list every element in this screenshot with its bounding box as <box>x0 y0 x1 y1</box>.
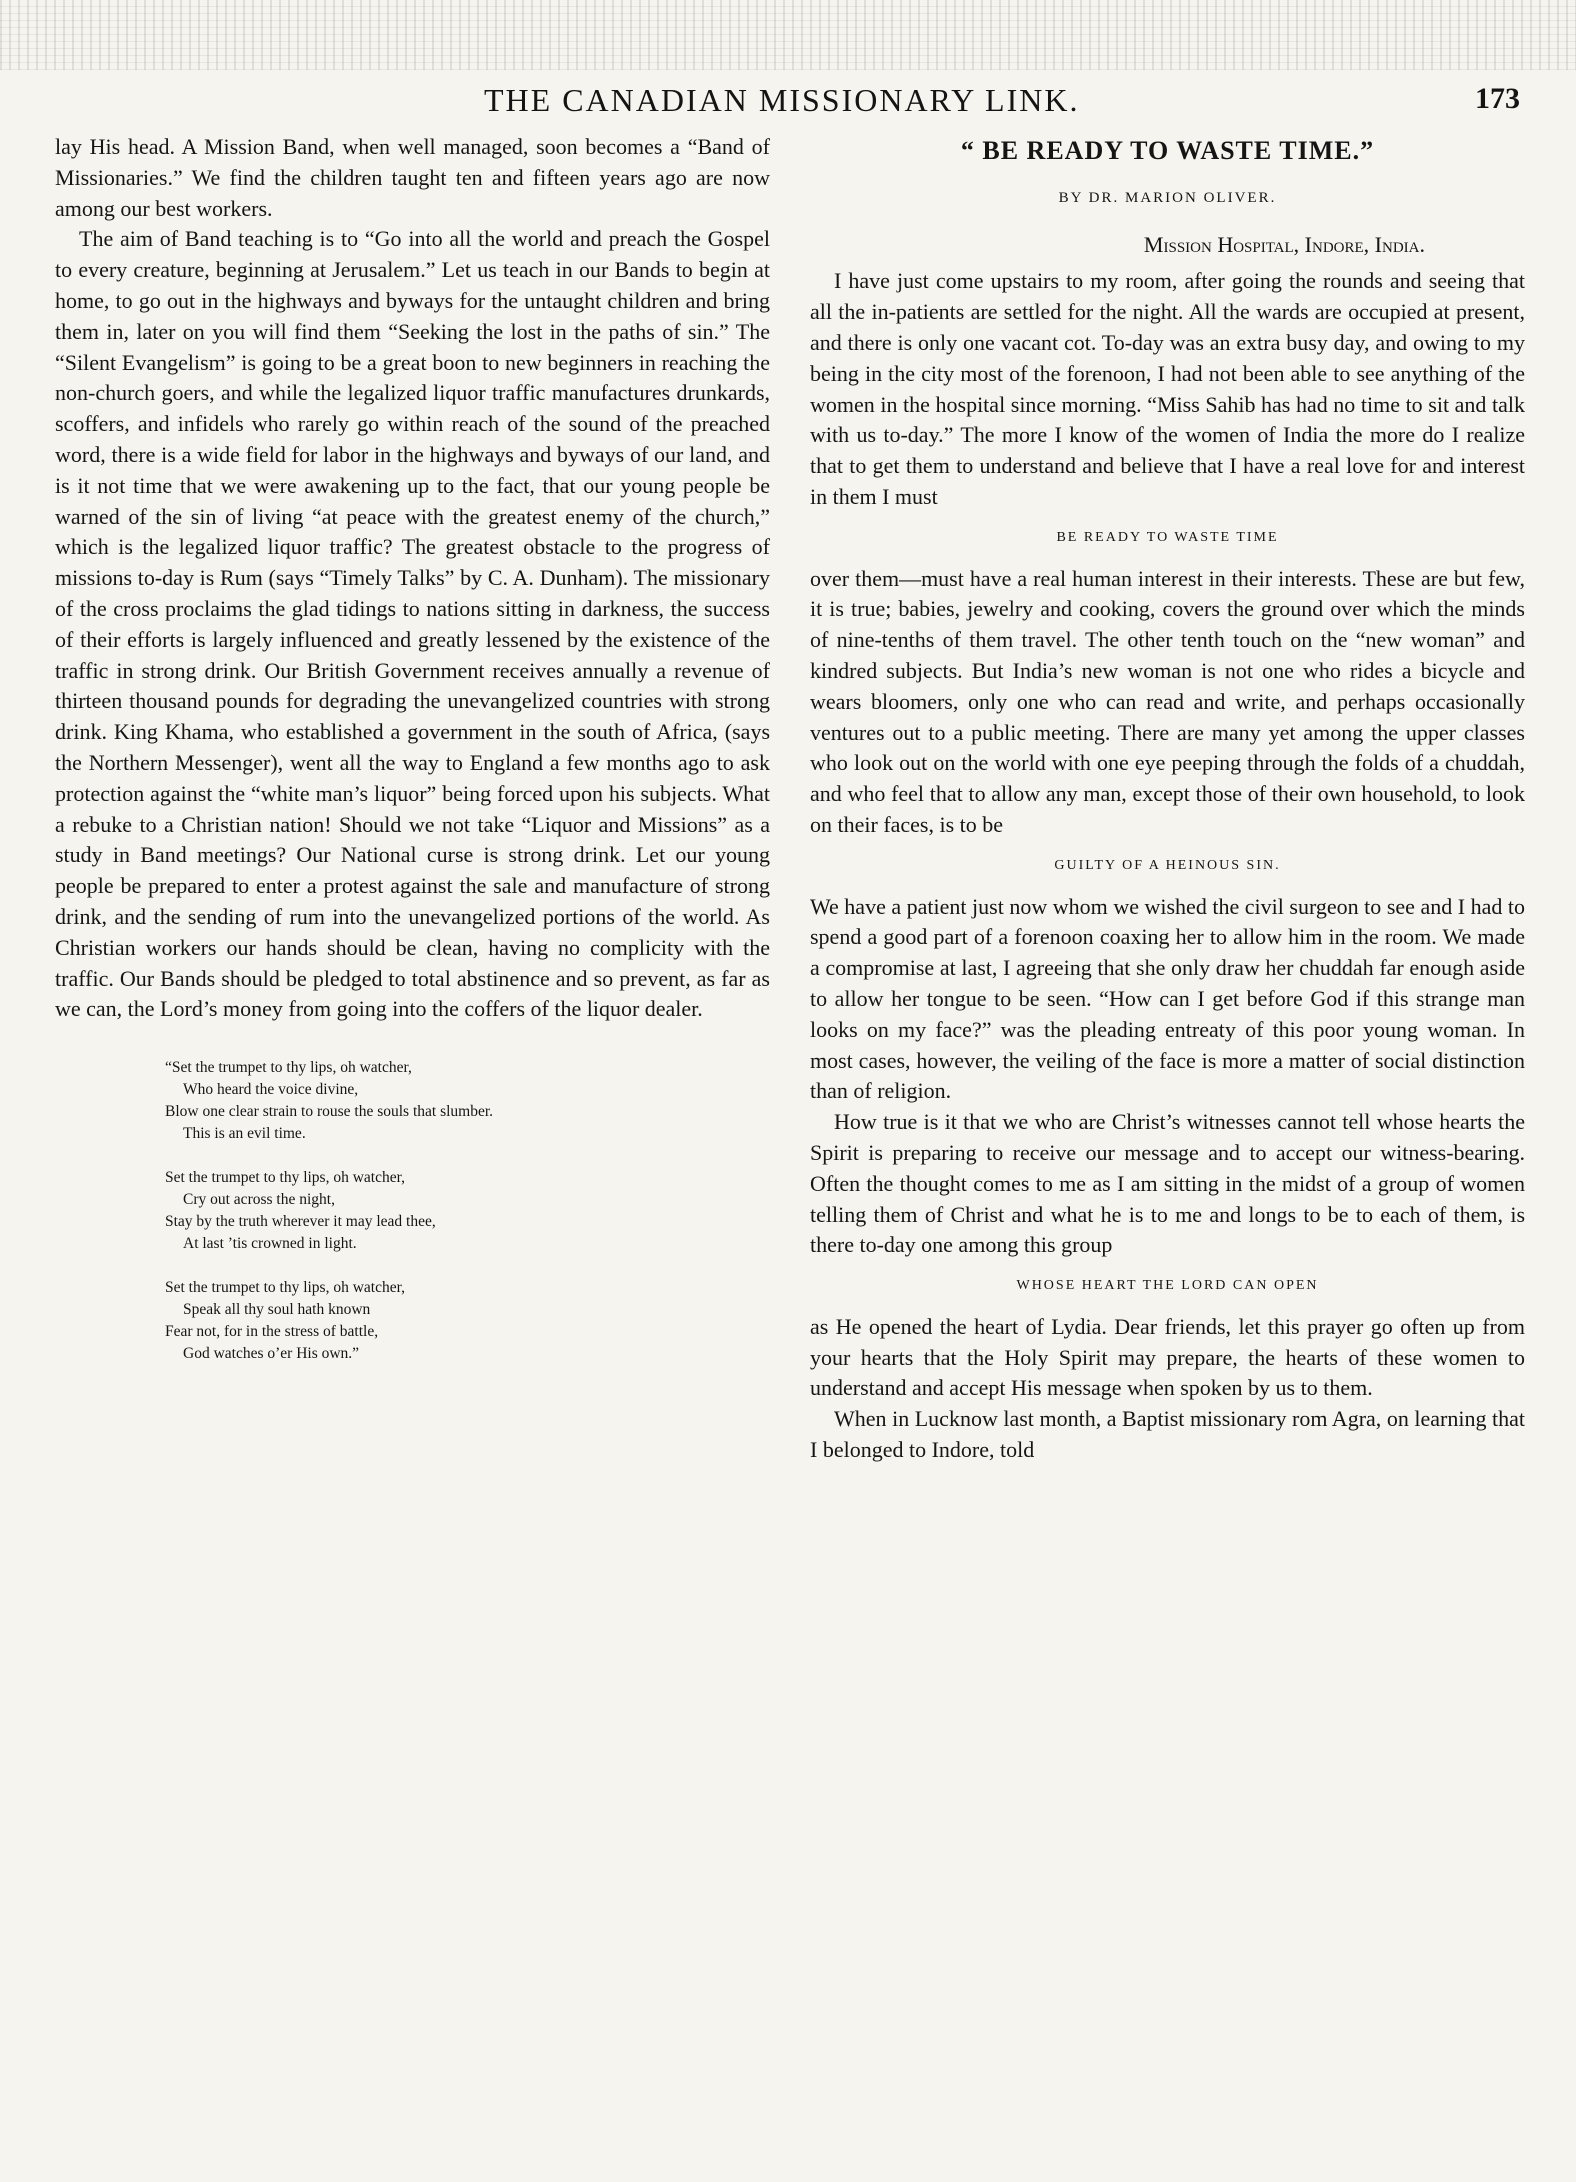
paragraph: The aim of Band teaching is to “Go into all the world and preach the Gospel to every creature, beginning at Jerusalem.” Let us teach in our Bands to begin at home, to go out in the highways and byways for the untaught children and bring them in, later on you will find them “Seeking the lost in the paths of sin.” The “Silent Evangelism” is going to be a great boon to new beginners in reaching the non-church goers, and while the legalized liquor traffic manufactures drunkards, scoffers, and infidels who rarely go within reach of the sound of the preached word, there is a wide field for labor in the highways and byways of our land, and is it not time that we were awakening up to the fact, that our young people be warned of the sin of living “at peace with the greatest enemy of the church,” which is the legalized liquor traffic? The greatest obstacle to the progress of missions to-day is Rum (says “Timely Talks” by C. A. Dunham). The missionary of the cross proclaims the glad tidings to nations sitting in darkness, the success of their efforts is largely influenced and greatly lessened by the existence of the traffic in strong drink. Our British Government receives annually a revenue of thirteen thousand pounds for degrading the unevangelized countries with strong drink. King Khama, who established a government in the south of Africa, (says the Northern Messenger), went all the way to England a few months ago to ask protection against the “white man’s liquor” being forced upon his subjects. What a rebuke to a Christian nation! Should we not take “Liquor and Missions” as a study in Band meetings? Our National curse is strong drink. Let our young people be prepared to enter a protest against the sale and manufacture of strong drink, and the sending of rum into the unevangelized portions of the world. As Christian workers our hands should be clean, having no complicity with the traffic. Our Bands should be pledged to total abstinence and so prevent, as far as we can, the Lord’s money from going into the coffers of the liquor dealer. <box>55 226 770 1022</box>
paragraph: lay His head. A Mission Band, when well managed, soon becomes a “Band of Missionaries.” We find the children taught ten and fifteen years ago are now among our best workers. <box>55 134 770 221</box>
page-header <box>0 82 1576 122</box>
poem-line: Set the trumpet to thy lips, oh watcher, <box>165 1169 406 1187</box>
poem-line: Fear not, for in the stress of battle, <box>165 1323 379 1341</box>
poem-stanza <box>165 1057 770 1145</box>
poem-line: “Set the trumpet to thy lips, oh watcher, <box>165 1059 412 1077</box>
article-place: Mission Hospital, Indore, India. <box>1143 231 1425 257</box>
right-column <box>810 132 1525 1466</box>
poem <box>165 1057 770 1365</box>
section-subhead: GUILTY OF A HEINOUS SIN. <box>1054 857 1281 873</box>
poem-stanza <box>165 1277 770 1365</box>
paragraph: We have a patient just now whom we wished the civil surgeon to see and I had to spend a good part of a forenoon coaxing her to allow him in the room. We made a compromise at last, I agreeing that she only draw her chuddah far enough aside to allow her tongue to be seen. “How can I get before God if this strange man looks on my face?” was the pleading entreaty of this poor young woman. In most cases, however, the veiling of the face is more a matter of social distinction than of religion. <box>810 893 1525 1104</box>
poem-line: Who heard the voice divine, <box>183 1081 359 1099</box>
paragraph: over them—must have a real human interest in their interests. These are but few, it is true; babies, jewelry and cooking, covers the ground over which the minds of nine-tenths of them travel. The other tenth touch on the “new woman” and kindred subjects. But India’s new woman is not one who rides a bicycle and wears bloomers, only one who can read and write, and perhaps occasionally ventures out to a public meeting. There are many yet among the upper classes who look out on the world with one eye peeping through the folds of a chuddah, and who feel that to allow any man, except those of their own household, to look on their faces, is to be <box>810 565 1525 837</box>
paragraph: as He opened the heart of Lydia. Dear friends, let this prayer go often up from your hearts that the Holy Spirit may prepare, the hearts of these women to understand and accept His message when spoken by us to them. <box>810 1313 1525 1401</box>
poem-line: Stay by the truth wherever it may lead thee, <box>165 1213 436 1231</box>
left-column <box>55 132 770 1387</box>
section-subhead: BE READY TO WASTE TIME <box>1056 529 1279 545</box>
paragraph: How true is it that we who are Christ’s witnesses cannot tell whose hearts the Spirit is preparing to receive our message and to accept our witness-bearing. Often the thought comes to me as I am sitting in the midst of a group of women telling them of Christ and what he is to me and longs to be to each of them, is there to-day one among this group <box>810 1109 1525 1258</box>
article-headline: “ BE READY TO WASTE TIME.” <box>960 136 1375 165</box>
poem-line: God watches o’er His own.” <box>183 1345 360 1363</box>
article-byline: BY DR. MARION OLIVER. <box>1058 189 1277 206</box>
poem-line: Speak all thy soul hath known <box>183 1301 371 1319</box>
poem-line: Cry out across the night, <box>183 1191 335 1209</box>
journal-title: THE CANADIAN MISSIONARY LINK. <box>484 82 1080 118</box>
poem-line: Blow one clear strain to rouse the souls that slumber. <box>165 1103 494 1121</box>
poem-line: This is an evil time. <box>183 1125 306 1143</box>
poem-stanza <box>165 1167 770 1255</box>
section-subhead: WHOSE HEART THE LORD CAN OPEN <box>1016 1278 1319 1294</box>
paragraph: I have just come upstairs to my room, after going the rounds and seeing that all the in-patients are settled for the night. All the wards are occupied at present, and there is only one vacant cot. To-day was an extra busy day, and owing to my being in the city most of the forenoon, I had not been able to see anything of the women in the hospital since morning. “Miss Sahib has had no time to sit and talk with us to-day.” The more I know of the women of India the more do I realize that to get them to understand and believe that I have a real love for and interest in them I must <box>810 268 1525 509</box>
poem-line: Set the trumpet to thy lips, oh watcher, <box>165 1279 406 1297</box>
poem-line: At last ’tis crowned in light. <box>183 1235 357 1253</box>
paragraph: When in Lucknow last month, a Baptist missionary rom Agra, on learning that I belonged to Indore, told <box>810 1406 1525 1463</box>
scan-noise-band <box>0 0 1576 70</box>
page-number: 173 <box>1475 82 1520 115</box>
